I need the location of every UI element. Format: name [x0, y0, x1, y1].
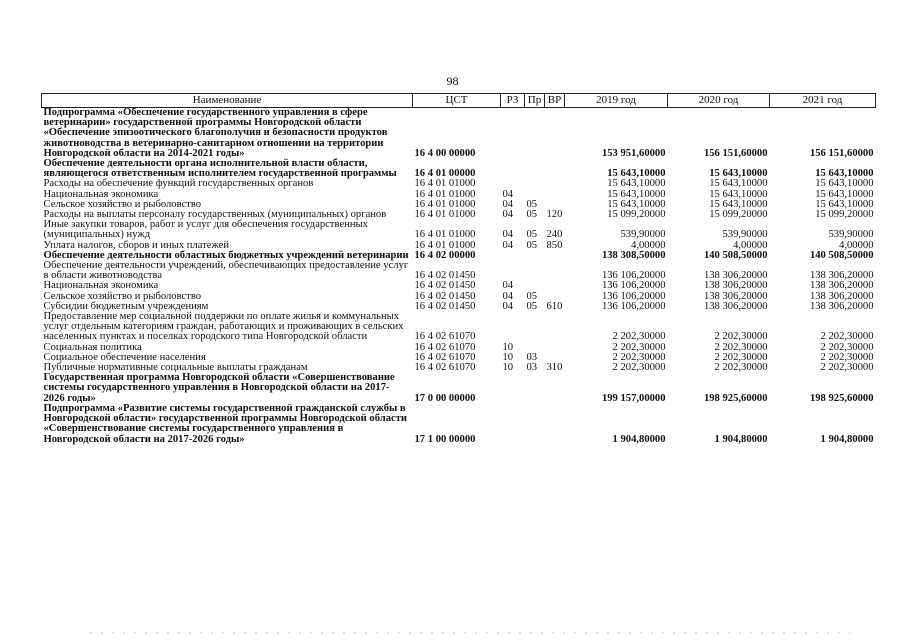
cell-y2019: 153 951,60000	[601, 147, 666, 159]
cell-y2021: 15 099,20000	[815, 209, 874, 221]
cell-pr: 05	[526, 209, 538, 221]
header-2021: 2021 год	[770, 94, 876, 108]
cell-y2019: 136 106,20000	[601, 290, 666, 302]
cell-name: Государственная программа Новгородской области «Совершенствование системы государственного управления в Новгородской области на 2017-2026 годы»	[43, 372, 395, 404]
cell-vr	[545, 312, 565, 343]
cell-y2021: 4,00000	[839, 239, 874, 251]
header-2019: 2019 год	[565, 94, 668, 108]
header-2020: 2020 год	[668, 94, 770, 108]
cell-pr: 05	[526, 198, 538, 210]
cell-name: Сельское хозяйство и рыболовство	[43, 290, 202, 302]
table-row	[42, 159, 876, 179]
cell-y2021: 2 202,30000	[820, 351, 874, 363]
cell-name: Социальное обеспечение населения	[43, 351, 206, 363]
cell-cst: 16 4 01 01000	[414, 239, 476, 251]
cell-y2020: 198 925,60000	[703, 392, 768, 404]
cell-y2020: 15 643,10000	[709, 188, 768, 200]
cell-vr: 310	[546, 362, 563, 374]
table-row	[42, 220, 876, 240]
cell-y2019: 2 202,30000	[612, 341, 666, 353]
cell-vr	[545, 281, 565, 291]
cell-y2021: 198 925,60000	[809, 392, 874, 404]
cell-rz	[501, 373, 525, 404]
cell-vr	[545, 190, 565, 200]
cell-rz: 04	[502, 280, 514, 292]
cell-cst: 16 4 00 00000	[414, 147, 476, 159]
cell-cst: 16 4 01 01000	[414, 178, 476, 190]
budget-table	[41, 93, 876, 445]
cell-name: Национальная экономика	[43, 280, 159, 292]
cell-cst: 17 1 00 00000	[414, 433, 476, 445]
cell-rz: 04	[502, 239, 514, 251]
cell-name: Обеспечение деятельности учреждений, обеспечивающих предоставление услуг в области животноводства	[43, 260, 409, 282]
cell-name: Подпрограмма «Развитие системы государственной гражданской службы в Новгородской области» государственной программы Новгородской области «Совершенствование системы государственного управления в Новгородской области на 2017-2026 годы»	[43, 402, 408, 445]
cell-y2020: 15 643,10000	[709, 168, 768, 180]
cell-y2019: 2 202,30000	[612, 331, 666, 343]
cell-y2021: 138 306,20000	[809, 280, 874, 292]
cell-cst: 16 4 01 01000	[414, 198, 476, 210]
cell-cst: 17 0 00 00000	[414, 392, 476, 404]
table-header-row	[42, 94, 876, 108]
cell-y2020: 1 904,80000	[714, 433, 768, 445]
cell-pr	[525, 404, 545, 445]
cell-y2020: 15 099,20000	[709, 209, 768, 221]
cell-rz	[501, 404, 525, 445]
table-row	[42, 261, 876, 281]
cell-y2019: 4,00000	[631, 239, 666, 251]
cell-rz: 04	[502, 290, 514, 302]
cell-name: Расходы на выплаты персоналу государственных (муниципальных) органов	[43, 209, 387, 221]
cell-y2021: 15 643,10000	[815, 198, 874, 210]
cell-cst: 16 4 02 00000	[414, 249, 476, 261]
cell-vr	[545, 179, 565, 189]
table-row	[42, 312, 876, 343]
table-row	[42, 404, 876, 445]
cell-y2019: 15 643,10000	[607, 178, 666, 190]
cell-name: Уплата налогов, сборов и иных платежей	[43, 239, 230, 251]
cell-cst: 16 4 02 61070	[414, 362, 476, 374]
cell-rz: 04	[502, 188, 514, 200]
table-row	[42, 373, 876, 404]
cell-y2021: 138 306,20000	[809, 270, 874, 282]
cell-name: Расходы на обеспечение функций государственных органов	[43, 178, 314, 190]
cell-rz	[501, 312, 525, 343]
cell-vr	[545, 404, 565, 445]
cell-pr	[525, 251, 545, 261]
cell-y2019: 2 202,30000	[612, 351, 666, 363]
cell-name: Социальная политика	[43, 341, 142, 353]
cell-rz	[501, 261, 525, 281]
cell-y2020: 2 202,30000	[714, 362, 768, 374]
cell-y2019: 136 106,20000	[601, 270, 666, 282]
cell-rz: 04	[502, 300, 514, 312]
cell-y2021: 2 202,30000	[820, 331, 874, 343]
cell-vr: 120	[546, 209, 563, 221]
cell-y2020: 138 306,20000	[703, 280, 768, 292]
cell-pr	[525, 179, 545, 189]
cell-pr: 03	[526, 351, 538, 363]
cell-pr	[525, 108, 545, 160]
cell-pr: 05	[526, 290, 538, 302]
cell-vr	[545, 343, 565, 353]
cell-rz: 10	[502, 351, 514, 363]
cell-y2021: 1 904,80000	[820, 433, 874, 445]
cell-rz: 10	[502, 341, 514, 353]
cell-rz	[501, 159, 525, 179]
cell-pr	[525, 312, 545, 343]
cell-pr	[525, 159, 545, 179]
cell-cst: 16 4 01 00000	[414, 168, 476, 180]
cell-name: Предоставление мер социальной поддержки по оплате жилья и коммунальных услуг отдельным категориям граждан, работающих и проживающих в сельских населенных пунктах и поселках городского типа Новгородской области	[43, 311, 404, 343]
cell-vr	[545, 159, 565, 179]
cell-cst: 16 4 02 01450	[414, 280, 476, 292]
cell-vr	[545, 251, 565, 261]
cell-y2021: 15 643,10000	[815, 178, 874, 190]
cell-y2019: 539,90000	[620, 229, 666, 241]
cell-y2019: 15 643,10000	[607, 168, 666, 180]
cell-y2021: 15 643,10000	[815, 168, 874, 180]
cell-vr: 610	[546, 300, 563, 312]
cell-rz: 04	[502, 229, 514, 241]
cell-y2020: 2 202,30000	[714, 341, 768, 353]
cell-y2020: 539,90000	[722, 229, 768, 241]
cell-y2020: 4,00000	[733, 239, 768, 251]
cell-name: Обеспечение деятельности органа исполнительной власти области, являющегося ответственным исполнителем государственной программы	[43, 158, 397, 180]
cell-cst: 16 4 01 01000	[414, 209, 476, 221]
cell-cst: 16 4 02 01450	[414, 270, 476, 282]
cell-cst: 16 4 01 01000	[414, 188, 476, 200]
cell-name: Национальная экономика	[43, 188, 159, 200]
cell-y2021: 2 202,30000	[820, 341, 874, 353]
table-body	[42, 108, 876, 445]
cell-y2020: 2 202,30000	[714, 331, 768, 343]
header-pr: Пр	[525, 94, 545, 108]
cell-y2020: 2 202,30000	[714, 351, 768, 363]
cell-y2019: 136 106,20000	[601, 280, 666, 292]
cell-y2021: 138 306,20000	[809, 300, 874, 312]
cell-vr	[545, 108, 565, 160]
cell-name: Публичные нормативные социальные выплаты гражданам	[43, 362, 308, 374]
cell-y2021: 138 306,20000	[809, 290, 874, 302]
cell-vr	[545, 261, 565, 281]
cell-pr: 03	[526, 362, 538, 374]
cell-name: Сельское хозяйство и рыболовство	[43, 198, 202, 210]
cell-y2021: 140 508,50000	[809, 249, 874, 261]
cell-y2020: 156 151,60000	[703, 147, 768, 159]
cell-y2021: 539,90000	[828, 229, 874, 241]
header-vr: ВР	[545, 94, 565, 108]
cell-y2020: 15 643,10000	[709, 178, 768, 190]
cell-name: Обеспечение деятельности областных бюджетных учреждений ветеринарии	[43, 249, 409, 261]
cell-y2020: 138 306,20000	[703, 300, 768, 312]
cell-y2021: 15 643,10000	[815, 188, 874, 200]
scan-noise-strip	[90, 632, 850, 634]
cell-y2021: 156 151,60000	[809, 147, 874, 159]
cell-rz: 04	[502, 209, 514, 221]
cell-rz: 04	[502, 198, 514, 210]
cell-name: Подпрограмма «Обеспечение государственного управления в сфере ветеринарии» государственной программы Новгородской области «Обеспечение эпизоотического благополучия и безопасности продуктов животноводства в ветеринарно-санитарном отношении на территории Новгородской области на 2014-2021 годы»	[43, 107, 388, 159]
cell-cst: 16 4 01 01000	[414, 229, 476, 241]
cell-cst: 16 4 02 61070	[414, 331, 476, 343]
cell-cst: 16 4 02 01450	[414, 290, 476, 302]
cell-name: Иные закупки товаров, работ и услуг для обеспечения государственных (муниципальных) нужд	[43, 219, 368, 241]
table-row	[42, 108, 876, 160]
cell-pr: 05	[526, 229, 538, 241]
header-name: Наименование	[42, 94, 413, 108]
cell-y2019: 138 308,50000	[601, 249, 666, 261]
cell-rz	[501, 251, 525, 261]
cell-rz	[501, 108, 525, 160]
cell-cst: 16 4 02 61070	[414, 351, 476, 363]
cell-vr	[545, 373, 565, 404]
cell-name: Субсидии бюджетным учреждениям	[43, 300, 209, 312]
cell-cst: 16 4 02 01450	[414, 300, 476, 312]
header-cst: ЦСТ	[413, 94, 501, 108]
cell-y2020: 140 508,50000	[703, 249, 768, 261]
cell-y2020: 15 643,10000	[709, 198, 768, 210]
cell-y2021: 2 202,30000	[820, 362, 874, 374]
cell-y2020: 138 306,20000	[703, 290, 768, 302]
cell-pr	[525, 261, 545, 281]
cell-y2019: 1 904,80000	[612, 433, 666, 445]
cell-rz: 10	[502, 362, 514, 374]
page-number: 98	[446, 74, 459, 88]
cell-pr: 05	[526, 300, 538, 312]
cell-y2019: 15 643,10000	[607, 198, 666, 210]
cell-pr: 05	[526, 239, 538, 251]
cell-y2019: 15 099,20000	[607, 209, 666, 221]
cell-y2020: 138 306,20000	[703, 270, 768, 282]
cell-cst: 16 4 02 61070	[414, 341, 476, 353]
cell-vr: 240	[546, 229, 563, 241]
header-rz: РЗ	[501, 94, 525, 108]
cell-y2019: 136 106,20000	[601, 300, 666, 312]
cell-y2019: 2 202,30000	[612, 362, 666, 374]
cell-y2019: 15 643,10000	[607, 188, 666, 200]
cell-vr: 850	[546, 239, 563, 251]
cell-pr	[525, 373, 545, 404]
cell-y2019: 199 157,00000	[601, 392, 666, 404]
